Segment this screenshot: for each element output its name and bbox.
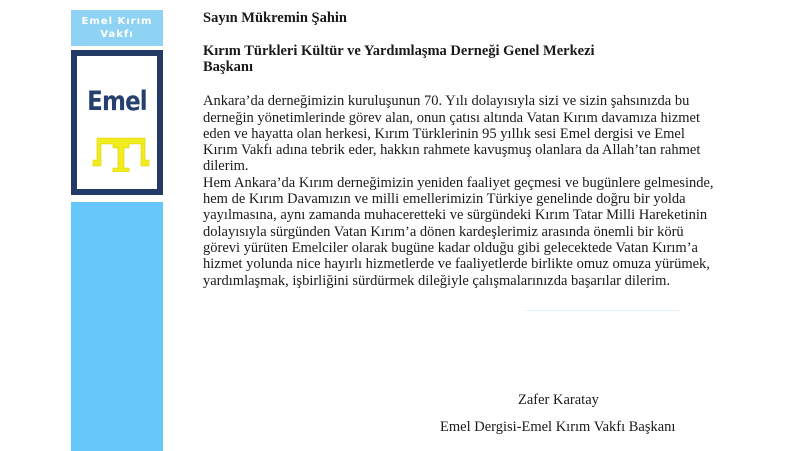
body-line: hem de Kırım Davamızın ve milli emellerimizin Türkiye genelinde doğru bir yolda: [203, 191, 686, 208]
body-line: hizmet yolunda nice hayırlı hizmetlerde ve faaliyetlerde birlikte omuz omuza yürümek,: [203, 256, 710, 273]
divider: [525, 310, 680, 311]
paragraph-2: [203, 175, 793, 289]
letter: [203, 10, 793, 289]
emel-logo: [71, 50, 163, 195]
recipient-title: [203, 43, 793, 75]
body-line: dolayısıyla sürgünden Vatan Kırım’a dönen kardeşlerimiz arasında önemli bir körü: [203, 223, 684, 240]
body-line: yayılmasına, aynı zamanda muhaceretteki ve sürgündeki Kırım Tatar Milli Hareketinin: [203, 207, 708, 224]
logo-header-line2: Vakfı: [100, 29, 134, 40]
body-line: dilerim.: [203, 158, 249, 175]
logo-header: [71, 10, 163, 46]
salutation: Sayın Mükremin Şahin: [203, 10, 347, 26]
body-line: derneğin yönetimlerinde görev alan, onun çatısı altında Vatan Kırım davamıza hizmet: [203, 109, 701, 126]
tamga-icon: [91, 136, 151, 172]
body-line: Ankara’da derneğimizin kuruluşunun 70. Yılı dolayısıyla sizi ve sizin şahsınızda bu: [203, 93, 690, 110]
paragraph-1: [203, 93, 793, 174]
logo-header-line1: Emel Kırım: [81, 16, 153, 27]
signer-title: Emel Dergisi-Emel Kırım Vakfı Başkanı: [440, 419, 676, 435]
body-line: Hem Ankara’da Kırım derneğimizin yeniden faaliyet geçmesi ve bugünlere gelmesinde,: [203, 174, 714, 191]
recipient-title-line2: Başkanı: [203, 59, 253, 76]
body-line: eden ve hayatta olan herkesi, Kırım Türklerinin 95 yıllık sesi Emel dergisi ve Emel: [203, 125, 685, 142]
logo-wordmark: Emel: [87, 86, 147, 117]
letter-body: [203, 93, 793, 289]
side-color-bar: [71, 202, 163, 451]
body-line: Kırım Vakfı adına tebrik eder, hakkın rahmete kavuşmuş olanlara da Allah’tan rahmet: [203, 142, 701, 159]
recipient-title-line1: Kırım Türkleri Kültür ve Yardımlaşma Derneği Genel Merkezi: [203, 43, 595, 60]
body-line: görevi yürüten Emelciler olarak bugüne kadar olduğu gibi gelecektede Vatan Kırım’a: [203, 239, 698, 256]
signer-name: Zafer Karatay: [518, 392, 599, 408]
body-line: yardımlaşmak, işbirliğini sürdürmek dileğiyle çalışmalarınızda başarılar dilerim.: [203, 272, 671, 289]
